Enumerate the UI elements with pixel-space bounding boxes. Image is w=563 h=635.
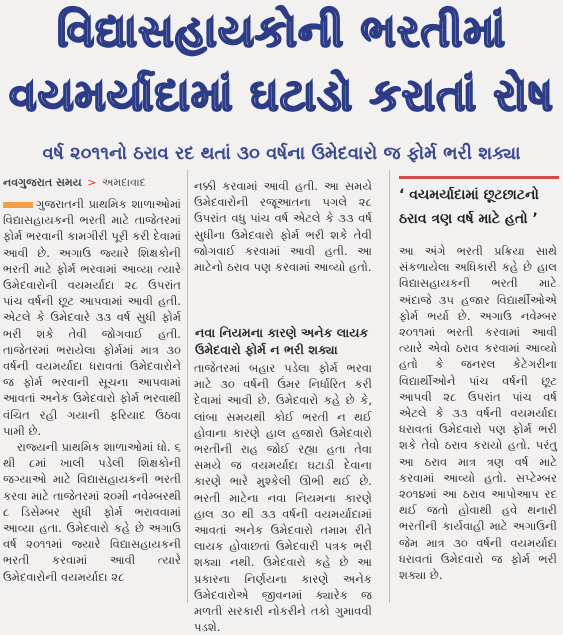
pull-quote-text: ‘ વયમર્યાદામાં છૂટછાટનો ઠરાવ ત્રણ વર્ષ માટે હતો ’: [399, 187, 539, 227]
article-column-2-bottom: [194, 360, 372, 635]
paragraph: તાજેતરમાં બહાર પડેલા ફોર્મ ભરવા માટે ૩૦ વર્ષની ઉંમર નિર્ધારિત કરી દેવામાં આવી છે. ઉમેદવારો કહે છે કે, લાંબા સમયથી કોઈ ભરતી ન થઈ હોવાના કારણે હાલ હજારો ઉમેદવારો ભરતીની રાહ જોઈ રહ્યા હતા તેવા સમયે જ વયમર્યાદા ઘટાડી દેવાના કારણે ભારે મુશ્કેલી ઊભી થઈ છે. ભરતી માટેના નવા નિયમના કારણે હાલ ૩૦ થી ૩૩ વર્ષની વયમર્યાદામાં આવતાં અનેક ઉમેદવારો તમામ રીતે લાયક હોવાછતાં ઉમેદવારી પત્રક ભરી શક્યા નથી. ઉમેદવારો કહે છે આ પ્રકારના નિર્ણયના કારણે અનેક ઉમેદવારોએ જીવનમાં ક્યારેક જ મળતી સરકારી નોકરીને તકો ગુમાવવી પડશે.: [194, 361, 372, 635]
dateline-source: નવગુજરાત સમય: [3, 176, 82, 189]
headline-line-2: વયમર્યાદામાં ઘટાડો કરાતાં રોષ: [9, 70, 554, 121]
article-column-3: [399, 243, 557, 583]
pull-quote: [399, 176, 559, 243]
paragraph-marker: [3, 202, 33, 208]
headline-line-1: વિદ્યાસહાયકોની ભરતીમાં: [56, 6, 507, 57]
subheadline: વર્ષ ૨૦૧૧નો ઠરાવ રદ થતાં ૩૦ વર્ષના ઉમેદવારો જ ફોર્મ ભરી શક્યા: [42, 143, 521, 164]
paragraph: [3, 196, 181, 439]
column-divider: [187, 170, 188, 603]
paragraph: રાજ્યની પ્રાથમિક શાળાઓમાં ધો. ૬ થી ૮માં ખાલી પડેલી શિક્ષકોની જગ્યાઓ માટે વિદ્યાસહાયકની ભરતી કરવા માટે તાજેતરમાં ૨૦મી નવેમ્બરથી ૮ ડિસેમ્બર સુધી ફોર્મ ભરાવવામાં આવ્યા હતા. ઉમેદવારો કહે છે અગાઉ વર્ષ ૨૦૧૧માં જ્યારે વિદ્યાસહાયકની ભરતી કરવામાં આવી ત્યારે ઉમેદવારોની વયમર્યાદા ૨૮: [3, 440, 181, 584]
dateline: [3, 176, 146, 190]
section-subhead: નવા નિયમના કારણે અનેક લાયક ઉમેદવારો ફોર્મ ન ભરી શક્યા: [195, 325, 369, 357]
dateline-place: અમદાવાદ: [101, 176, 146, 189]
article-column-1: [3, 196, 181, 585]
column-divider: [389, 170, 390, 603]
paragraph-text: ગુજરાતની પ્રાથમિક શાળાઓમાં વિદ્યાસહાયકની ભરતી માટે તાજેતરમાં ફોર્મ ભરવાની કામગીરી પૂરી કરી દેવામાં આવી છે. અગાઉ જ્યારે શિક્ષકોની ભરતી માટે ફોર્મ ભરવામાં આવ્યા ત્યારે ઉમેદવારોની વયમર્યાદા ૨૮ ઉપરાંત પાંચ વર્ષની છૂટ આપવામાં આવી હતી. એટલે કે ઉમેદવારે ૩૩ વર્ષ સુધી ફોર્મ ભરી શકે તેવી જોગવાઈ હતી. તાજેતરમાં ભરાયેલા ફોર્મમાં માત્ર ૩૦ વર્ષની વયમર્યાદા ધરાવતાં ઉમેદવારોને જ ફોર્મ ભરવાની સૂચના આપવામાં આવતાં અનેક ઉમેદવારો ફોર્મ ભરવાથી વંચિત રહી ગયાની ફરિયાદ ઉઠવા પામી છે.: [3, 197, 181, 438]
paragraph: નક્કી કરવામાં આવી હતી. આ સમયે ઉમેદવારોની રજૂઆતના પગલે ૨૮ ઉપરાંત વધુ પાંચ વર્ષ એટલે કે ૩૩ વર્ષ સુધીના ઉમેદવારો ફોર્મ ભરી શકે તેવી જોગવાઈ કરવામાં આવી હતી. આ માટેનો ઠરાવ પણ કરવામાં આવ્યો હતો.: [194, 179, 372, 275]
dateline-separator: >: [87, 176, 97, 189]
article-column-2-top: [194, 178, 372, 275]
paragraph: આ અંગે ભરતી પ્રક્રિયા સાથે સંકળાયેલા અધિકારી કહે છે હાલ વિદ્યાસહાયકની ભરતી માટે અંદાજે ૩૫ હજાર વિદ્યાર્થીઓએ ફોર્મ ભર્યા છે. અગાઉ નવેમ્બર ૨૦૧૧માં ભરતી કરવામાં આવી ત્યારે એવો ઠરાવ કરવામાં આવ્યો હતો કે જનરલ કેટેગરીના વિદ્યાર્થીઓને પાંચ વર્ષની છૂટ આપવી ૨૮ ઉપરાંત પાંચ વર્ષ એટલે કે ૩૩ વર્ષની વયમર્યાદા ધરાવતાં ઉમેદવારો પણ ફોર્મ ભરી શકે તેવો ઠરાવ કરાયો હતો. પરંતુ આ ઠરાવ માત્ર ત્રણ વર્ષ માટે કરવામાં આવ્યો હતો. સપ્ટેમ્બર ૨૦૧૪માં આ ઠરાવ આપોઆપ રદ થઈ જતો હોવાથી હવે થનારી ભરતીની કાર્યવાહી માટે અગાઉની જેમ માત્ર ૩૦ વર્ષની વયમર્યાદા ધરાવતાં ઉમેદવારો જ ફોર્મ ભરી શક્યા છે.: [399, 244, 557, 583]
